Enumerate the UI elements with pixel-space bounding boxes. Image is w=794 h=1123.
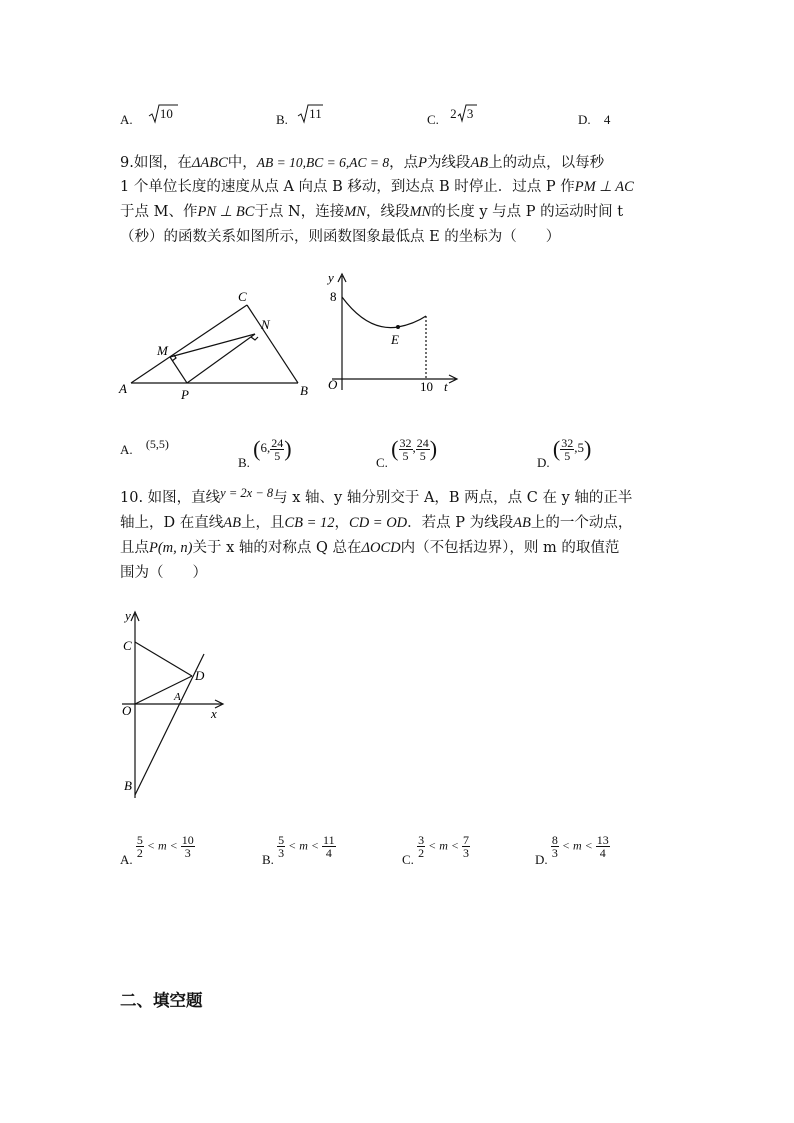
- segment-mn: [170, 334, 255, 357]
- q9-function-graph: [318, 268, 468, 398]
- q9-option-b: B. (6, $\frac{24}{5}$ ): [238, 435, 292, 470]
- q10-option-d: D. $\frac{8}{3}$ < m < $\frac{13}{4}$: [535, 833, 609, 868]
- q9-question-text: [120, 150, 680, 250]
- q8-option-a: [120, 106, 173, 128]
- curve: [342, 297, 426, 328]
- label-y: y: [328, 270, 334, 285]
- label-a: A: [119, 381, 127, 396]
- sqrt-expression: 2 3: [450, 106, 473, 122]
- segment-od: [135, 676, 192, 704]
- line-ab: [135, 654, 204, 795]
- q9-triangle-figure: [115, 285, 315, 405]
- q10-option-a: A. $\frac{5}{2}$ < m < $\frac{10}{3}$: [120, 833, 194, 868]
- side-ac: [131, 305, 247, 383]
- q9-option-c: C. ( $\frac{32}{5}$ , $\frac{24}{5}$ ): [376, 435, 438, 470]
- q10-line-2: 轴上，D 在直线AB上，且CB = 12，CD = OD．若点 P 为线段AB上的一个动点，: [120, 515, 633, 531]
- q8-option-b: [276, 106, 322, 128]
- label-t: t: [444, 379, 448, 394]
- sqrt-expression: 11: [297, 106, 322, 122]
- label-p: P: [181, 387, 189, 402]
- q10-line-3: 且点P(m, n)关于 x 轴的对称点 Q 总在ΔOCD内（不包括边界），则 m 的取值范: [120, 540, 620, 556]
- q10-line-1: 10. 如图，直线y = 2x − 8与 x 轴、y 轴分别交于 A，B 两点，点 C 在 y 轴的正半: [120, 486, 633, 506]
- option-letter: C.: [427, 112, 439, 127]
- right-angle-n-icon: [251, 337, 258, 340]
- q9-line-4: （秒）的函数关系如图所示，则函数图象最低点 E 的坐标为（ ）: [120, 229, 561, 245]
- label-m: M: [157, 343, 168, 358]
- q9-line-2: 1 个单位长度的速度从点 A 向点 B 移动，到达点 B 时停止．过点 P 作PM ⊥ AC: [120, 179, 634, 195]
- q8-option-c: [427, 106, 474, 128]
- option-letter: B.: [262, 852, 274, 868]
- label-n: N: [261, 317, 270, 332]
- label-e: E: [391, 332, 399, 347]
- q10-question-text: [120, 486, 680, 586]
- q10-line-4: 围为（ ）: [120, 565, 207, 581]
- q8-option-d: D. 4: [578, 112, 611, 127]
- label-8: 8: [330, 289, 337, 304]
- label-o: O: [122, 703, 132, 718]
- option-letter: D.: [535, 852, 548, 868]
- q9-option-d: D. ( $\frac{32}{5}$ ,5): [537, 435, 592, 470]
- option-letter: B.: [276, 112, 288, 127]
- label-b: B: [300, 383, 308, 398]
- option-letter: A.: [120, 852, 133, 868]
- label-y: y: [125, 608, 131, 623]
- label-c: C: [238, 289, 247, 304]
- point-e: [396, 325, 400, 329]
- option-letter: D.: [578, 112, 591, 127]
- segment-pn: [187, 334, 255, 383]
- q9-line-3: 于点 M、作PN ⊥ BC于点 N，连接MN，线段MN的长度 y 与点 P 的运动时间 t: [120, 204, 624, 220]
- sqrt-sign-icon: [297, 104, 323, 124]
- label-c: C: [123, 638, 132, 653]
- label-10: 10: [420, 379, 433, 394]
- label-b: B: [124, 778, 132, 793]
- label-x: x: [211, 706, 217, 721]
- sqrt-sign-icon: [148, 104, 178, 124]
- q10-option-c: C. $\frac{3}{2}$ < m < $\frac{7}{3}$: [402, 833, 470, 868]
- option-letter: C.: [376, 454, 388, 470]
- q9-option-a: A. (5,5): [120, 437, 169, 457]
- label-d: D: [195, 668, 205, 683]
- q10-coordinate-figure: [118, 608, 228, 808]
- q10-option-b: B. $\frac{5}{3}$ < m < $\frac{11}{4}$: [262, 833, 335, 868]
- label-a: A: [174, 691, 181, 703]
- sqrt-sign-icon: [457, 104, 477, 124]
- side-bc: [247, 305, 298, 383]
- option-letter: A.: [120, 442, 133, 457]
- option-letter: D.: [537, 454, 550, 470]
- option-letter: C.: [402, 852, 414, 868]
- segment-cd: [135, 642, 192, 676]
- section-heading: 二、填空题: [120, 991, 203, 1010]
- label-o: O: [328, 377, 338, 392]
- q9-line-1: 9.如图，在ΔABC中，AB = 10,BC = 6,AC = 8，点P为线段AB上的动点，以每秒: [120, 155, 605, 171]
- sqrt-expression: 10: [148, 106, 173, 122]
- option-letter: B.: [238, 454, 250, 470]
- option-letter: A.: [120, 112, 133, 127]
